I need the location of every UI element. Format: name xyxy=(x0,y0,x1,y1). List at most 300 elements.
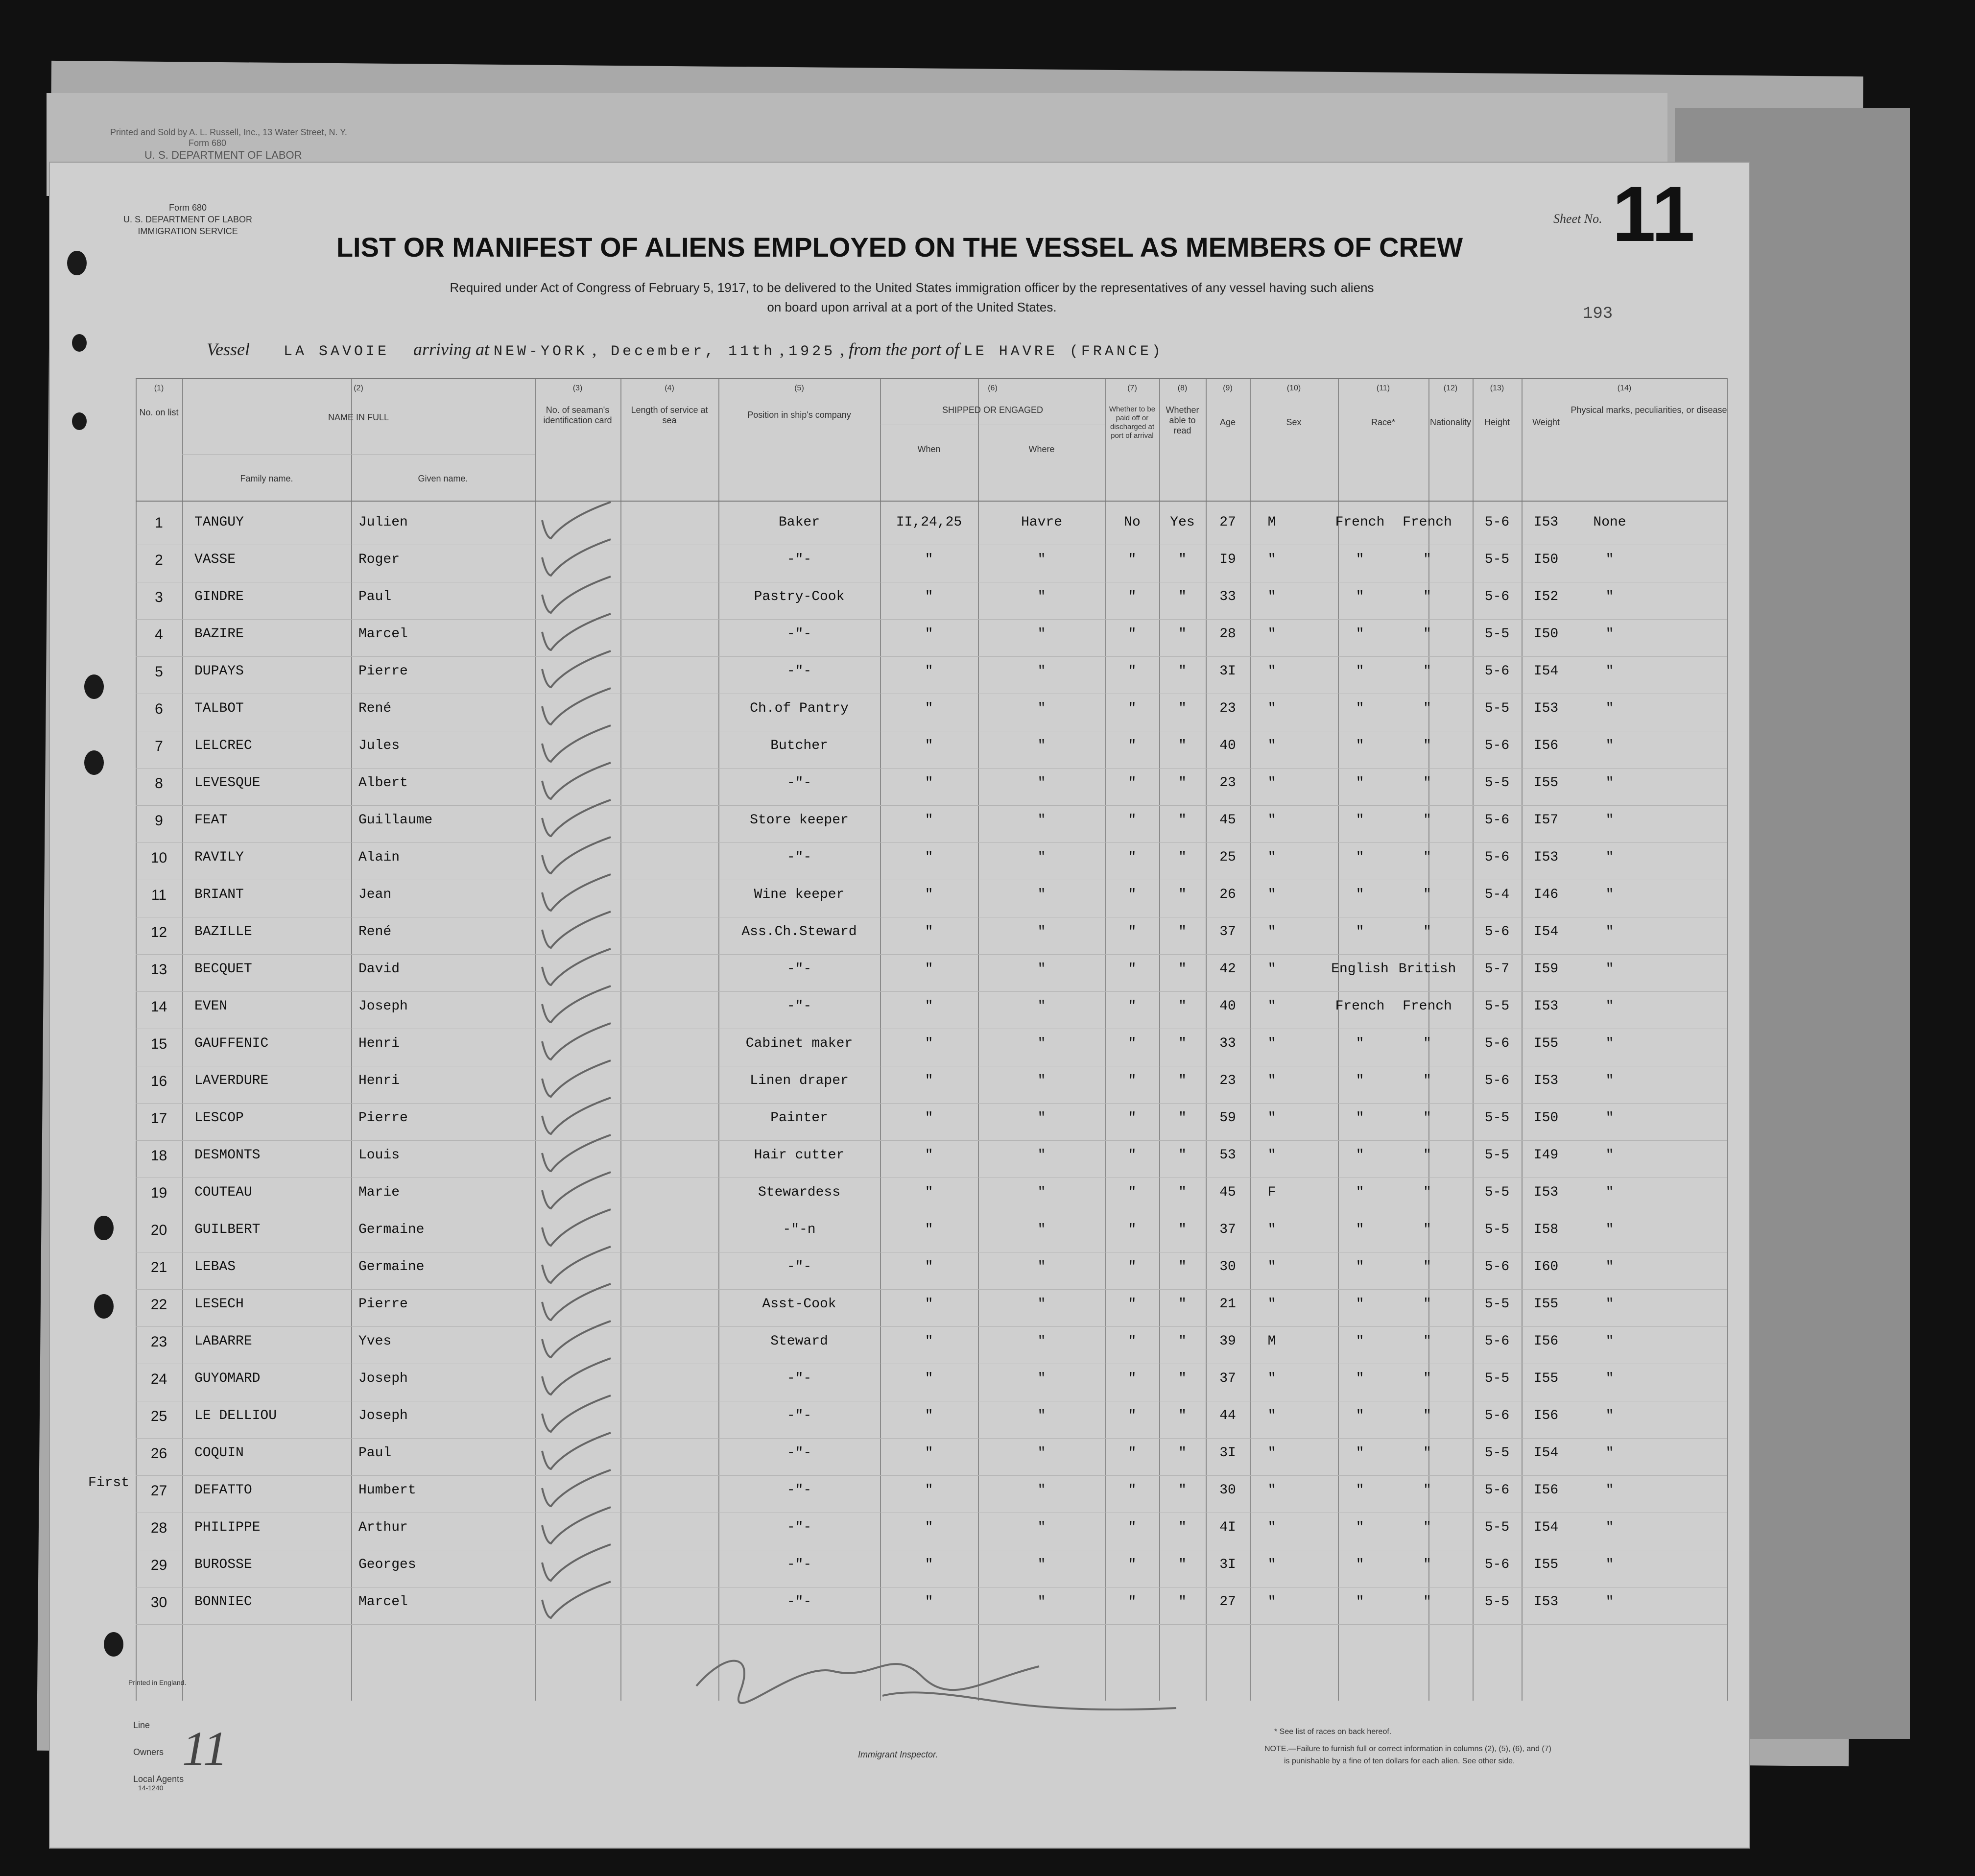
punch-hole xyxy=(94,1294,114,1319)
sex: " xyxy=(1267,1073,1276,1088)
height: 5-5 xyxy=(1484,1148,1510,1163)
weight: I55 xyxy=(1533,775,1559,791)
row-number: 5 xyxy=(155,664,163,680)
weight: I49 xyxy=(1533,1148,1559,1163)
age: 45 xyxy=(1219,1185,1236,1200)
table-row xyxy=(136,1550,1727,1587)
table-row xyxy=(136,1252,1727,1290)
table-row xyxy=(136,620,1727,657)
given-name: Guillaume xyxy=(358,813,433,828)
family-name: BONNIEC xyxy=(194,1594,252,1610)
table-row xyxy=(136,1513,1727,1550)
physical-marks: " xyxy=(1605,775,1614,791)
age: 23 xyxy=(1219,1073,1236,1088)
paid-off: " xyxy=(1128,1408,1137,1423)
punch-hole xyxy=(94,1216,114,1240)
position: Baker xyxy=(778,515,820,530)
punch-hole xyxy=(84,674,104,699)
row-number: 30 xyxy=(150,1594,167,1611)
sex: " xyxy=(1267,664,1276,679)
able-to-read: " xyxy=(1178,1148,1187,1163)
family-name: TANGUY xyxy=(194,515,244,530)
height: 5-5 xyxy=(1484,626,1510,642)
shipped-when: " xyxy=(925,1185,933,1200)
position: Wine keeper xyxy=(754,887,845,902)
height: 5-6 xyxy=(1484,1334,1510,1349)
race: French xyxy=(1335,999,1385,1014)
physical-marks: " xyxy=(1605,552,1614,567)
position: -"- xyxy=(786,1483,812,1498)
age: 30 xyxy=(1219,1259,1236,1275)
row-number: 18 xyxy=(150,1148,167,1164)
row-number: 22 xyxy=(150,1297,167,1313)
nationality: " xyxy=(1423,775,1431,791)
shipped-where: " xyxy=(1037,626,1046,642)
paid-off: " xyxy=(1128,589,1137,604)
table-row xyxy=(136,917,1727,955)
shipped-when: " xyxy=(925,1073,933,1088)
given-name: Pierre xyxy=(358,664,408,679)
able-to-read: " xyxy=(1178,962,1187,977)
shipped-where: " xyxy=(1037,1036,1046,1051)
height: 5-6 xyxy=(1484,738,1510,753)
age: 3I xyxy=(1219,1445,1236,1461)
family-name: BAZILLE xyxy=(194,924,252,939)
table-row xyxy=(136,731,1727,769)
position: -"- xyxy=(786,552,812,567)
row-number: 8 xyxy=(155,775,163,792)
shipped-where: " xyxy=(1037,1259,1046,1275)
header-sex: Sex xyxy=(1286,417,1302,427)
nationality: " xyxy=(1423,1594,1431,1610)
age: 37 xyxy=(1219,924,1236,939)
height: 5-5 xyxy=(1484,775,1510,791)
row-number: 26 xyxy=(150,1445,167,1462)
table-row xyxy=(136,1364,1727,1401)
height: 5-6 xyxy=(1484,1408,1510,1423)
able-to-read: " xyxy=(1178,1594,1187,1610)
shipped-where: " xyxy=(1037,1185,1046,1200)
shipped-when: " xyxy=(925,589,933,604)
physical-marks: " xyxy=(1605,738,1614,753)
shipped-when: " xyxy=(925,999,933,1014)
physical-marks: " xyxy=(1605,1148,1614,1163)
punch-hole xyxy=(104,1632,123,1657)
race: " xyxy=(1356,1520,1364,1535)
age: 40 xyxy=(1219,999,1236,1014)
shipped-when: " xyxy=(925,1334,933,1349)
age: 42 xyxy=(1219,962,1236,977)
row-number: 15 xyxy=(150,1036,167,1052)
header-paid-off: Whether to be paid off or discharged at port of arrival xyxy=(1109,405,1156,440)
height: 5-6 xyxy=(1484,515,1510,530)
weight: I50 xyxy=(1533,1110,1559,1126)
height: 5-6 xyxy=(1484,1483,1510,1498)
able-to-read: " xyxy=(1178,1371,1187,1386)
weight: I55 xyxy=(1533,1371,1559,1386)
family-name: LELCREC xyxy=(194,738,252,753)
sex: " xyxy=(1267,1483,1276,1498)
family-name: BAZIRE xyxy=(194,626,244,642)
header-position: Position in ship's company xyxy=(747,410,851,420)
shipped-where: " xyxy=(1037,1408,1046,1423)
table-row xyxy=(136,545,1727,582)
paid-off: " xyxy=(1128,1110,1137,1126)
weight: I56 xyxy=(1533,1334,1559,1349)
height: 5-5 xyxy=(1484,1520,1510,1535)
sex: " xyxy=(1267,1297,1276,1312)
vessel-name: LA SAVOIE xyxy=(283,343,390,360)
row-number: 7 xyxy=(155,738,163,754)
prev-department: U. S. DEPARTMENT OF LABOR xyxy=(144,149,302,161)
able-to-read: " xyxy=(1178,1222,1187,1237)
age: 44 xyxy=(1219,1408,1236,1423)
shipped-when: " xyxy=(925,1483,933,1498)
position: Painter xyxy=(770,1110,828,1126)
age: 3I xyxy=(1219,664,1236,679)
race: " xyxy=(1356,1483,1364,1498)
row-number: 16 xyxy=(150,1073,167,1089)
table-row xyxy=(136,1327,1727,1364)
weight: I57 xyxy=(1533,813,1559,828)
race: " xyxy=(1356,1408,1364,1423)
voyage-line: Vessel LA SAVOIE arriving at NEW-YORK , December, 11th , 1925 , from the port of LE HAVRE (FRANCE) xyxy=(207,339,1164,360)
weight: I53 xyxy=(1533,999,1559,1014)
family-name: BECQUET xyxy=(194,962,252,977)
sex: " xyxy=(1267,589,1276,604)
shipped-when: " xyxy=(925,664,933,679)
sex: " xyxy=(1267,1259,1276,1275)
race: " xyxy=(1356,1185,1364,1200)
physical-marks: " xyxy=(1605,1185,1614,1200)
able-to-read: " xyxy=(1178,589,1187,604)
race: " xyxy=(1356,738,1364,753)
weight: I50 xyxy=(1533,626,1559,642)
physical-marks: " xyxy=(1605,1110,1614,1126)
family-name: LE DELLIOU xyxy=(194,1408,277,1423)
family-name: GUILBERT xyxy=(194,1222,261,1237)
given-name: Yves xyxy=(358,1334,392,1349)
paid-off: " xyxy=(1128,962,1137,977)
physical-marks: " xyxy=(1605,1036,1614,1051)
race: " xyxy=(1356,1594,1364,1610)
row-number: 10 xyxy=(150,850,167,866)
sex: " xyxy=(1267,1036,1276,1051)
physical-marks: " xyxy=(1605,1594,1614,1610)
col-num: (10) xyxy=(1286,384,1301,392)
table-row xyxy=(136,1066,1727,1104)
table-row xyxy=(136,1215,1727,1252)
note-line-1: NOTE.—Failure to furnish full or correct information in columns (2), (5), (6), and (7) xyxy=(1264,1745,1551,1753)
able-to-read: " xyxy=(1178,1334,1187,1349)
family-name: BUROSSE xyxy=(194,1557,252,1572)
paid-off: " xyxy=(1128,1483,1137,1498)
physical-marks: " xyxy=(1605,850,1614,865)
given-name: Henri xyxy=(358,1073,400,1088)
sex: " xyxy=(1267,552,1276,567)
col-num: (14) xyxy=(1617,384,1632,392)
able-to-read: " xyxy=(1178,1557,1187,1572)
given-name: Julien xyxy=(358,515,408,530)
height: 5-5 xyxy=(1484,1297,1510,1312)
physical-marks: " xyxy=(1605,1408,1614,1423)
paid-off: " xyxy=(1128,1259,1137,1275)
able-to-read: " xyxy=(1178,626,1187,642)
sheet-label: Sheet No. xyxy=(1553,212,1602,226)
race: " xyxy=(1356,1259,1364,1275)
weight: I53 xyxy=(1533,1594,1559,1610)
shipped-where: " xyxy=(1037,1557,1046,1572)
nationality: French xyxy=(1403,515,1452,530)
paid-off: " xyxy=(1128,1557,1137,1572)
paid-off: " xyxy=(1128,924,1137,939)
physical-marks: None xyxy=(1593,515,1626,530)
sex: " xyxy=(1267,999,1276,1014)
shipped-when: " xyxy=(925,813,933,828)
inspector-signature xyxy=(687,1632,1274,1710)
shipped-where: " xyxy=(1037,552,1046,567)
given-name: Joseph xyxy=(358,999,408,1014)
given-name: Albert xyxy=(358,775,408,791)
given-name: Alain xyxy=(358,850,400,865)
family-name: DUPAYS xyxy=(194,664,244,679)
row-number: 2 xyxy=(155,552,163,568)
position: -"- xyxy=(786,1557,812,1572)
sheet-number: 11 xyxy=(1612,170,1695,258)
header-shipped: SHIPPED OR ENGAGED xyxy=(942,405,1044,415)
height: 5-5 xyxy=(1484,1222,1510,1237)
row-number: 24 xyxy=(150,1371,167,1387)
paid-off: " xyxy=(1128,1185,1137,1200)
punch-hole xyxy=(72,412,87,430)
table-row xyxy=(136,992,1727,1029)
given-name: Roger xyxy=(358,552,400,567)
family-name: LESECH xyxy=(194,1297,244,1312)
shipped-where: " xyxy=(1037,1334,1046,1349)
row-number: 27 xyxy=(150,1483,167,1499)
shipped-when: " xyxy=(925,626,933,642)
table-row xyxy=(136,657,1727,694)
position: Asst-Cook xyxy=(762,1297,836,1312)
nationality: " xyxy=(1423,1259,1431,1275)
shipped-where: " xyxy=(1037,1445,1046,1461)
inspector-label: Immigrant Inspector. xyxy=(858,1750,938,1759)
manifest-table xyxy=(136,378,1727,1701)
document-subtitle xyxy=(261,278,1563,317)
physical-marks: " xyxy=(1605,1557,1614,1572)
able-to-read: " xyxy=(1178,552,1187,567)
position: -"- xyxy=(786,999,812,1014)
given-name: Joseph xyxy=(358,1408,408,1423)
race: " xyxy=(1356,1222,1364,1237)
col-num: (7) xyxy=(1127,384,1137,392)
paid-off: " xyxy=(1128,887,1137,902)
weight: I50 xyxy=(1533,552,1559,567)
header-given-name: Given name. xyxy=(418,474,468,483)
physical-marks: " xyxy=(1605,1222,1614,1237)
physical-marks: " xyxy=(1605,1483,1614,1498)
given-name: Georges xyxy=(358,1557,416,1572)
given-name: René xyxy=(358,924,392,939)
physical-marks: " xyxy=(1605,1334,1614,1349)
nationality: " xyxy=(1423,1557,1431,1572)
position: -"- xyxy=(786,962,812,977)
nationality: British xyxy=(1398,962,1456,977)
nationality: French xyxy=(1403,999,1452,1014)
header-no-on-list: No. on list xyxy=(139,408,179,417)
weight: I53 xyxy=(1533,701,1559,716)
owners-handwritten-mark: 11 xyxy=(182,1721,228,1776)
family-name: LESCOP xyxy=(194,1110,244,1126)
able-to-read: " xyxy=(1178,1073,1187,1088)
age: 23 xyxy=(1219,701,1236,716)
position: Hair cutter xyxy=(754,1148,845,1163)
age: 39 xyxy=(1219,1334,1236,1349)
family-name: DESMONTS xyxy=(194,1148,261,1163)
shipped-when: " xyxy=(925,552,933,567)
punch-hole xyxy=(84,750,104,775)
line-label: Line xyxy=(133,1720,150,1730)
position: -"- xyxy=(786,1520,812,1535)
given-name: Arthur xyxy=(358,1520,408,1535)
weight: I56 xyxy=(1533,738,1559,753)
height: 5-6 xyxy=(1484,589,1510,604)
col-num: (4) xyxy=(665,384,674,392)
nationality: " xyxy=(1423,1297,1431,1312)
sex: " xyxy=(1267,1520,1276,1535)
position: -"- xyxy=(786,1408,812,1423)
age: 45 xyxy=(1219,813,1236,828)
shipped-when: " xyxy=(925,1036,933,1051)
paid-off: " xyxy=(1128,813,1137,828)
shipped-when: " xyxy=(925,738,933,753)
paid-off: " xyxy=(1128,701,1137,716)
physical-marks: " xyxy=(1605,962,1614,977)
table-row xyxy=(136,582,1727,620)
able-to-read: " xyxy=(1178,1110,1187,1126)
weight: I54 xyxy=(1533,1445,1559,1461)
height: 5-6 xyxy=(1484,1259,1510,1275)
paid-off: " xyxy=(1128,1036,1137,1051)
row-number: 4 xyxy=(155,626,163,643)
shipped-where: " xyxy=(1037,813,1046,828)
shipped-when: " xyxy=(925,962,933,977)
row-number: 9 xyxy=(155,813,163,829)
physical-marks: " xyxy=(1605,813,1614,828)
age: 27 xyxy=(1219,515,1236,530)
paid-off: No xyxy=(1124,515,1141,530)
shipped-when: " xyxy=(925,1445,933,1461)
nationality: " xyxy=(1423,1110,1431,1126)
table-row xyxy=(136,1439,1727,1476)
nationality: " xyxy=(1423,887,1431,902)
nationality: " xyxy=(1423,1520,1431,1535)
sex: " xyxy=(1267,1594,1276,1610)
shipped-where: " xyxy=(1037,887,1046,902)
weight: I52 xyxy=(1533,589,1559,604)
shipped-where: " xyxy=(1037,1222,1046,1237)
physical-marks: " xyxy=(1605,1259,1614,1275)
row-number: 28 xyxy=(150,1520,167,1536)
race: " xyxy=(1356,1297,1364,1312)
paid-off: " xyxy=(1128,1073,1137,1088)
position: -"- xyxy=(786,1594,812,1610)
table-row xyxy=(136,1476,1727,1513)
header-id-card: No. of seaman's identification card xyxy=(543,405,612,425)
shipped-where: " xyxy=(1037,1148,1046,1163)
shipped-where: " xyxy=(1037,738,1046,753)
shipped-when: " xyxy=(925,1222,933,1237)
nationality: " xyxy=(1423,1036,1431,1051)
paid-off: " xyxy=(1128,1520,1137,1535)
sex: " xyxy=(1267,1557,1276,1572)
physical-marks: " xyxy=(1605,589,1614,604)
physical-marks: " xyxy=(1605,1445,1614,1461)
col-num: (6) xyxy=(988,384,998,392)
row-number: 21 xyxy=(150,1259,167,1275)
row-number: 29 xyxy=(150,1557,167,1573)
departure-port: LE HAVRE (FRANCE) xyxy=(963,343,1164,360)
able-to-read: " xyxy=(1178,999,1187,1014)
age: I9 xyxy=(1219,552,1236,567)
position: -"- xyxy=(786,1371,812,1386)
sex: F xyxy=(1267,1185,1276,1200)
age: 27 xyxy=(1219,1594,1236,1610)
able-to-read: " xyxy=(1178,664,1187,679)
paid-off: " xyxy=(1128,626,1137,642)
weight: I53 xyxy=(1533,1073,1559,1088)
table-row xyxy=(136,843,1727,880)
table-row xyxy=(136,806,1727,843)
physical-marks: " xyxy=(1605,1371,1614,1386)
given-name: Marie xyxy=(358,1185,400,1200)
nationality: " xyxy=(1423,1073,1431,1088)
able-to-read: " xyxy=(1178,1297,1187,1312)
height: 5-5 xyxy=(1484,552,1510,567)
height: 5-5 xyxy=(1484,701,1510,716)
race: " xyxy=(1356,664,1364,679)
shipped-where: " xyxy=(1037,1371,1046,1386)
nationality: " xyxy=(1423,1334,1431,1349)
physical-marks: " xyxy=(1605,701,1614,716)
position: -"- xyxy=(786,850,812,865)
sex: " xyxy=(1267,626,1276,642)
race: " xyxy=(1356,813,1364,828)
family-name: GUYOMARD xyxy=(194,1371,261,1386)
nationality: " xyxy=(1423,552,1431,567)
weight: I53 xyxy=(1533,515,1559,530)
race: " xyxy=(1356,589,1364,604)
header-marks: Physical marks, peculiarities, or disease xyxy=(1570,405,1727,415)
able-to-read: " xyxy=(1178,813,1187,828)
table-row xyxy=(136,694,1727,731)
col-num: (11) xyxy=(1376,384,1390,392)
weight: I56 xyxy=(1533,1483,1559,1498)
height: 5-6 xyxy=(1484,1036,1510,1051)
from-label: from the port of xyxy=(849,339,959,359)
family-name: LEBAS xyxy=(194,1259,236,1275)
paid-off: " xyxy=(1128,552,1137,567)
age: 59 xyxy=(1219,1110,1236,1126)
shipped-when: " xyxy=(925,1371,933,1386)
race: " xyxy=(1356,850,1364,865)
family-name: FEAT xyxy=(194,813,228,828)
row-number: 14 xyxy=(150,999,167,1015)
position: -"- xyxy=(786,1445,812,1461)
height: 5-5 xyxy=(1484,999,1510,1014)
shipped-when: " xyxy=(925,887,933,902)
age: 33 xyxy=(1219,1036,1236,1051)
